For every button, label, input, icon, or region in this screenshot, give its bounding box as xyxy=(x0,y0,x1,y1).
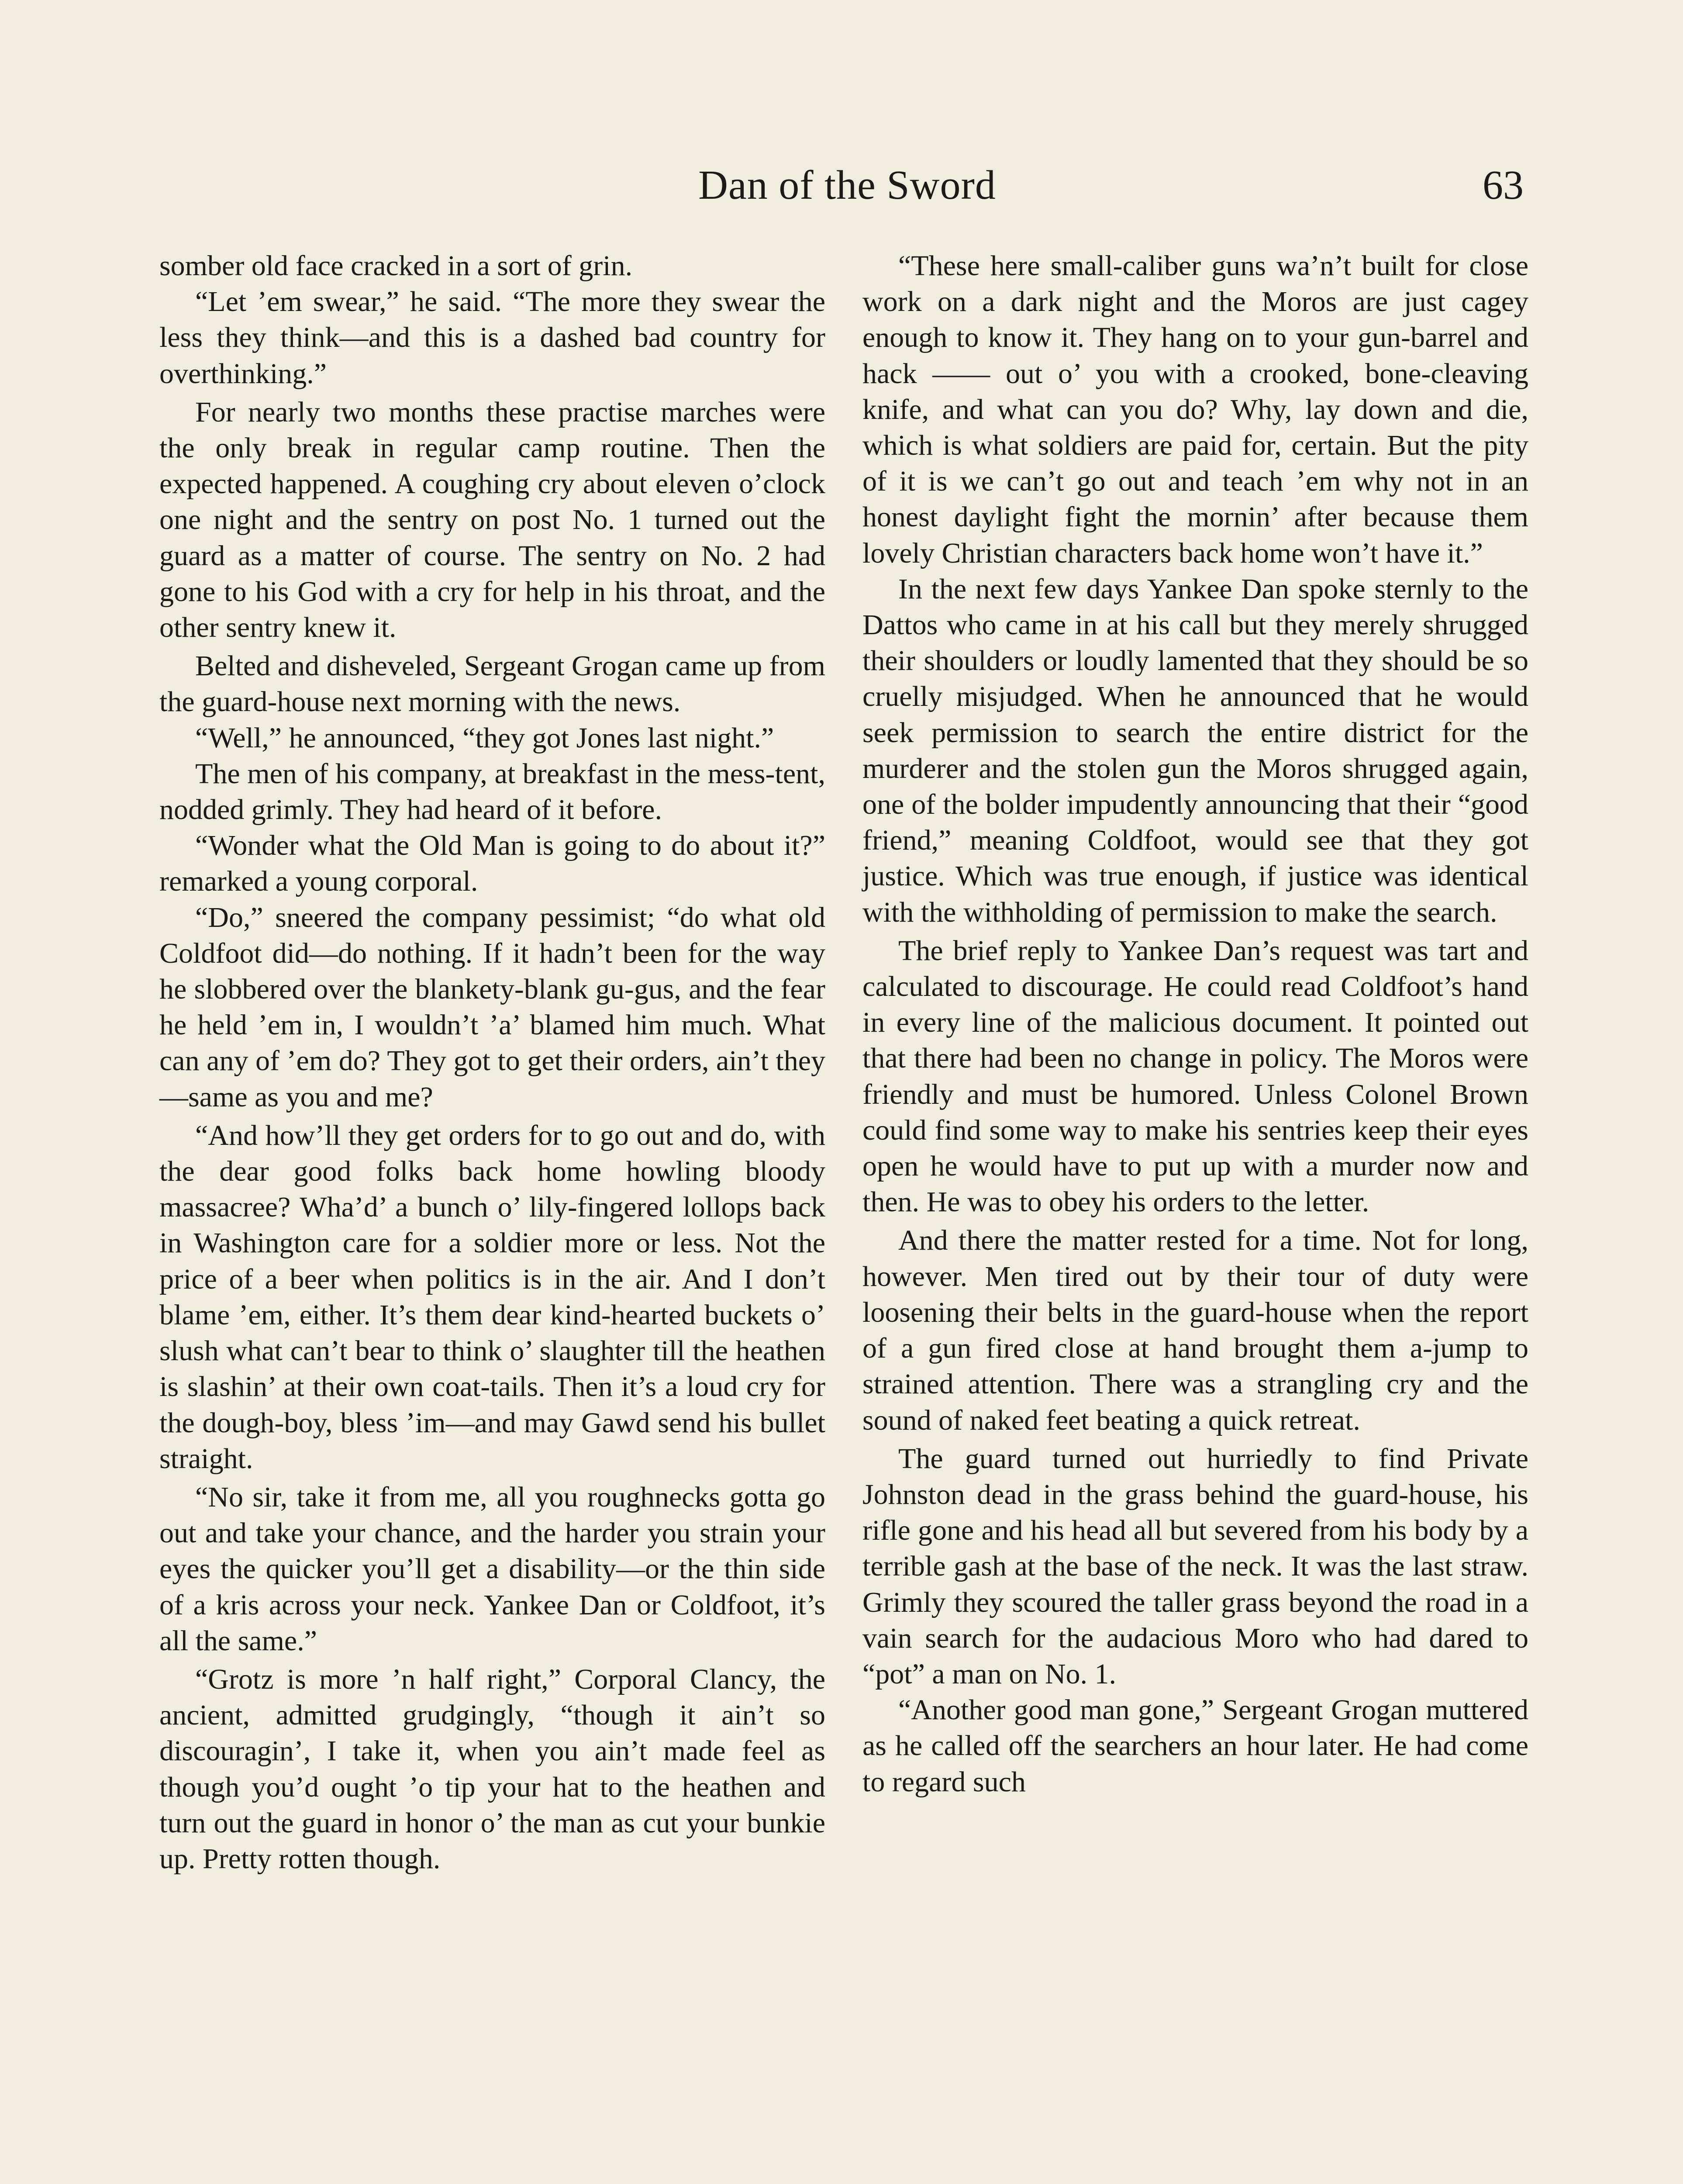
paragraph: “No sir, take it from me, all you roughnecks gotta go out and take your chance, and the harder you strain your eyes the quicker you’ll get a disability—or the thin side of a kris across your neck. Yankee Dan or Coldfoot, it’s all the same.” xyxy=(159,1481,825,1657)
text-column-left xyxy=(159,248,825,1877)
paragraph: “Wonder what the Old Man is going to do about it?” remarked a young corporal. xyxy=(159,829,825,898)
paragraph: “These here small-caliber guns wa’n’t built for close work on a dark night and the Moros are just cagey enough to know it. They hang on to your gun-barrel and hack —— out o’ you with a crooked, bone-cleaving knife, and what can you do? Why, lay down and die, which is what soldiers are paid for, certain. But the pity of it is we can’t go out and teach ’em why not in an honest daylight fight the mornin’ after because them lovely Christian characters back home won’t have it.” xyxy=(862,250,1528,569)
paragraph: “Grotz is more ’n half right,” Corporal Clancy, the ancient, admitted grudgingly, “though it ain’t so discouragin’, I take it, when you ain’t made feel as though you’d ought ’o tip your hat to the heathen and turn out the guard in honor o’ the man as cut your bunkie up. Pretty rotten though. xyxy=(159,1663,825,1875)
paragraph: somber old face cracked in a sort of grin. xyxy=(159,250,633,282)
paragraph: In the next few days Yankee Dan spoke sternly to the Dattos who came in at his call but they merely shrugged their shoulders or loudly lamented that they should be so cruelly misjudged. When he announced that he would seek permission to search the entire district for the murderer and the stolen gun the Moros shrugged again, one of the bolder impudently announcing that their “good friend,” meaning Coldfoot, would see that they got justice. Which was true enough, if justice was identical with the withholding of permission to make the search. xyxy=(862,573,1528,928)
paragraph: “Let ’em swear,” he said. “The more they swear the less they think—and this is a dashed bad country for overthinking.” xyxy=(159,286,825,390)
paragraph: “Do,” sneered the company pessimist; “do what old Coldfoot did—do nothing. If it hadn’t been for the way he slobbered over the blankety-blank gu-gus, and the fear he held ’em in, I wouldn’t ’a’ blamed him much. What can any of ’em do? They got to get their orders, ain’t they—same as you and me? xyxy=(159,901,825,1113)
running-title: Dan of the Sword xyxy=(698,162,996,208)
paragraph: And there the matter rested for a time. Not for long, however. Men tired out by their tour of duty were loosening their belts in the guard-house when the report of a gun fired close at hand brought them a-jump to strained attention. There was a strangling cry and the sound of naked feet beating a quick retreat. xyxy=(862,1224,1528,1436)
paragraph: Belted and disheveled, Sergeant Grogan came up from the guard-house next morning with the news. xyxy=(159,650,825,718)
page-number: 63 xyxy=(1483,162,1524,208)
paragraph: For nearly two months these practise marches were the only break in regular camp routine. Then the expected happened. A coughing cry about eleven o’clock one night and the sentry on post No. 1 turned out the guard as a matter of course. The sentry on No. 2 had gone to his God with a cry for help in his throat, and the other sentry knew it. xyxy=(159,396,825,644)
paragraph: “And how’ll they get orders for to go out and do, with the dear good folks back home howling bloody massacree? Wha’d’ a bunch o’ lily-fingered lollops back in Washington care for a soldier more or less. Not the price of a beer when politics is in the air. And I don’t blame ’em, either. It’s them dear kind-hearted buckets o’ slush what can’t bear to think o’ slaughter till the heathen is slashin’ at their own coat-tails. Then it’s a loud cry for the dough-boy, bless ’im—and may Gawd send his bullet straight. xyxy=(159,1119,825,1475)
paragraph: The men of his company, at breakfast in the mess-tent, nodded grimly. They had heard of it before. xyxy=(159,757,825,826)
text-column-right xyxy=(862,248,1528,1800)
paragraph: “Well,” he announced, “they got Jones last night.” xyxy=(195,722,774,754)
paragraph: “Another good man gone,” Sergeant Grogan muttered as he called off the searchers an hour later. He had come to regard such xyxy=(862,1694,1528,1798)
paragraph: The brief reply to Yankee Dan’s request was tart and calculated to discourage. He could read Coldfoot’s hand in every line of the malicious document. It pointed out that there had been no change in policy. The Moros were friendly and must be humored. Unless Colonel Brown could find some way to make his sentries keep their eyes open he would have to put up with a murder now and then. He was to obey his orders to the letter. xyxy=(862,934,1528,1218)
paragraph: The guard turned out hurriedly to find Private Johnston dead in the grass behind the guard-house, his rifle gone and his head all but severed from his body by a terrible gash at the base of the neck. It was the last straw. Grimly they scoured the taller grass beyond the road in a vain search for the audacious Moro who had dared to “pot” a man on No. 1. xyxy=(862,1442,1528,1690)
